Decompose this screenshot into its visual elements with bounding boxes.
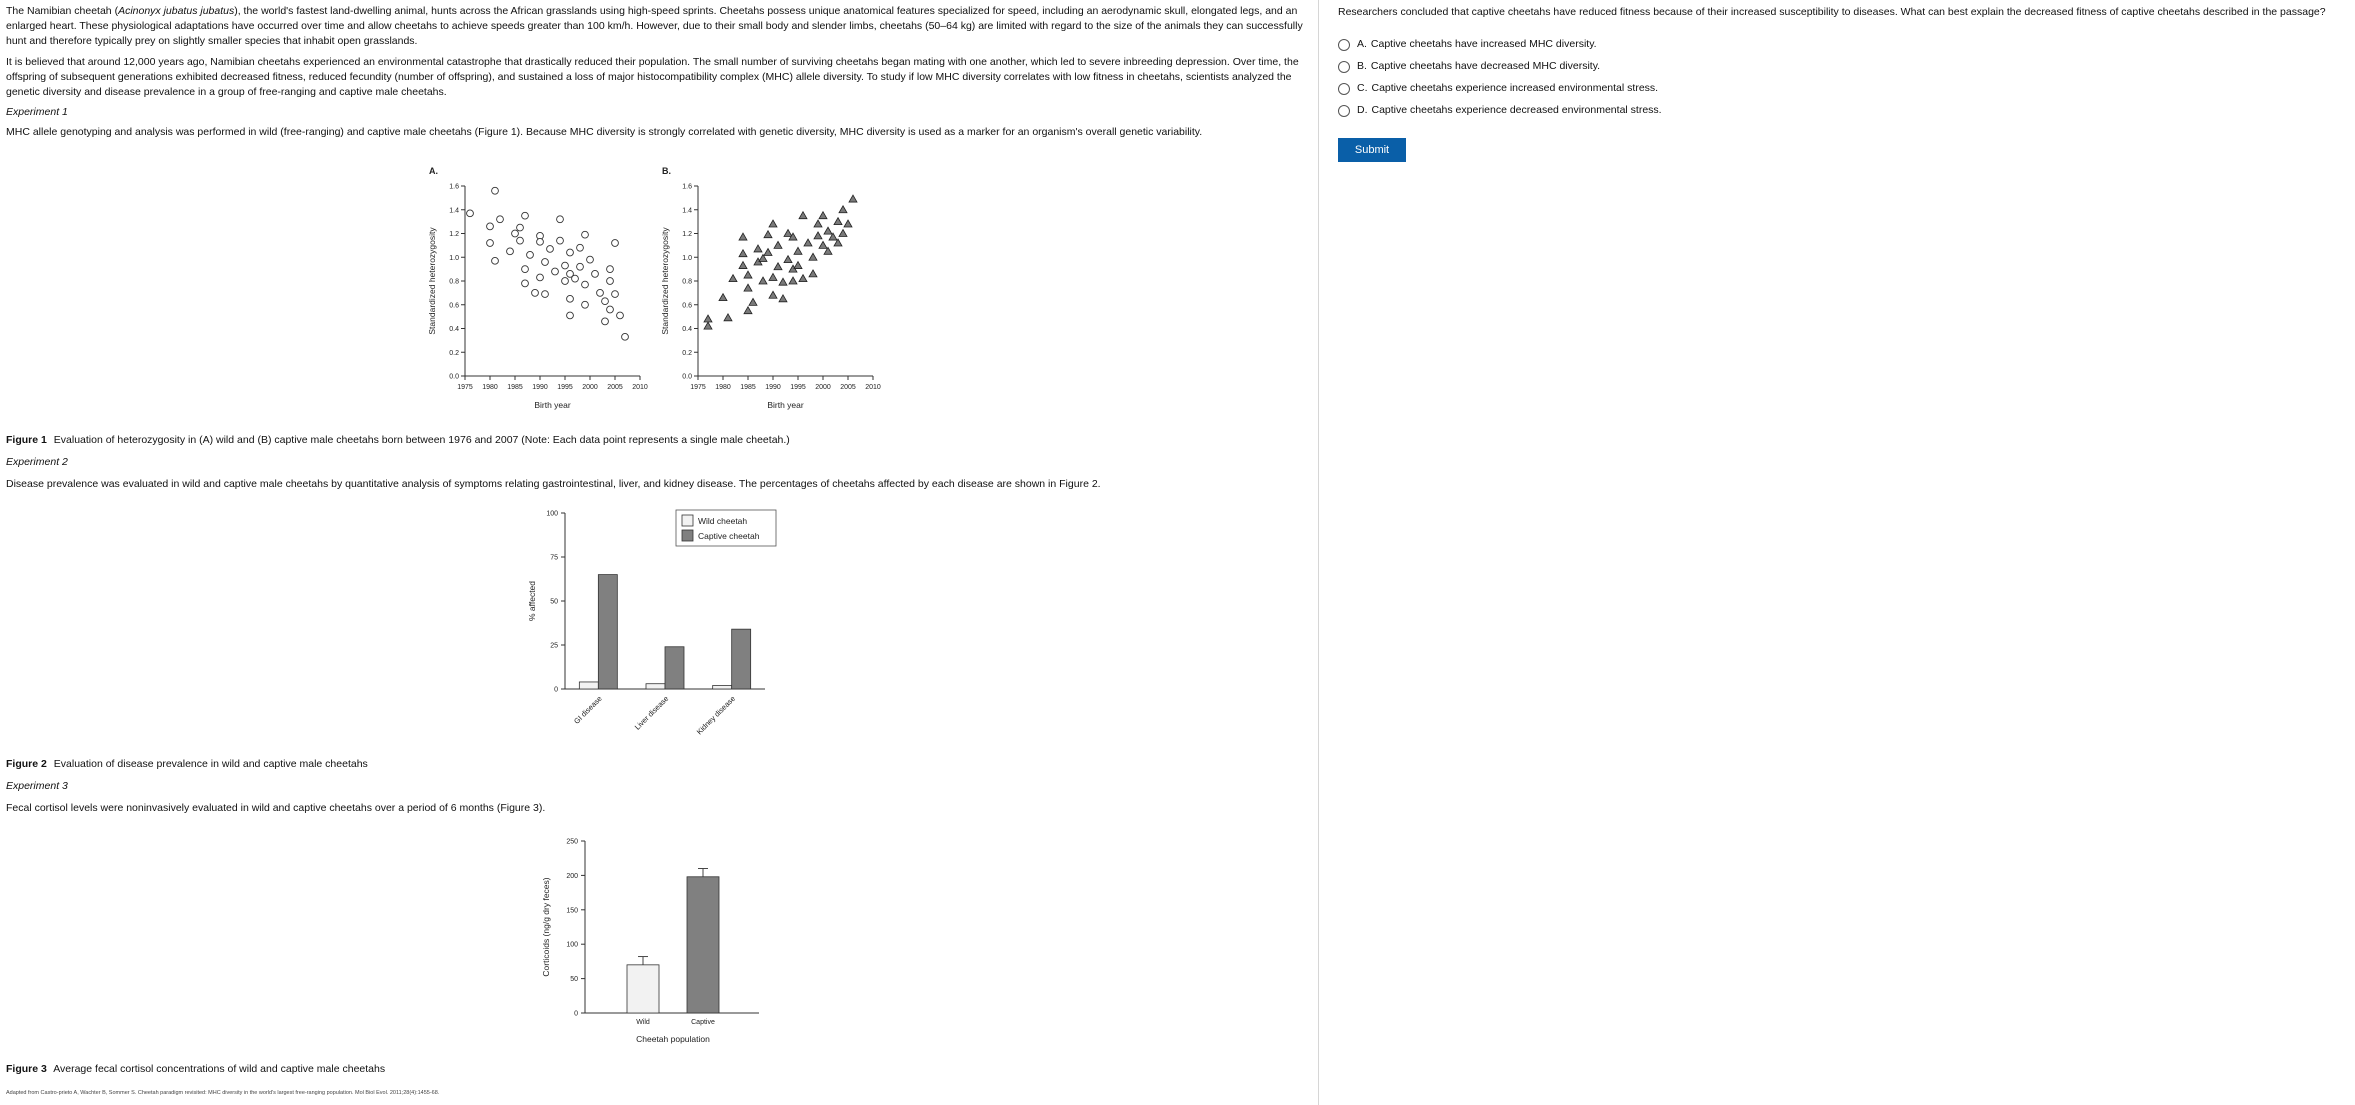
data-point [794, 247, 802, 254]
y-axis-label: Standardized heterozygosity [427, 227, 437, 335]
data-point [839, 206, 847, 213]
data-point [704, 315, 712, 322]
x-tick-label: 1985 [740, 384, 756, 391]
y-tick-label: 200 [566, 872, 578, 880]
data-point [784, 230, 792, 237]
bar-captive [598, 575, 617, 689]
data-point [602, 318, 609, 325]
figure-3 [535, 833, 775, 1060]
x-tick-label: 1985 [507, 384, 523, 391]
data-point [759, 277, 767, 284]
option-a-text: Captive cheetahs have increased MHC diversity. [1370, 38, 1597, 51]
data-point [487, 240, 494, 247]
question-panel [1319, 0, 2355, 1105]
data-point [557, 237, 564, 244]
data-point [537, 274, 544, 281]
data-point [582, 231, 589, 238]
data-point [517, 237, 524, 244]
data-point [764, 231, 772, 238]
data-point [719, 294, 727, 301]
data-point [799, 212, 807, 219]
data-point [789, 277, 797, 284]
y-tick-label: 75 [550, 554, 558, 562]
y-tick-label: 50 [550, 598, 558, 606]
data-point [804, 239, 812, 246]
figure-2 [520, 505, 800, 760]
figure-1-chart [420, 161, 900, 421]
option-b[interactable] [1338, 56, 2355, 78]
option-a-letter: A. [1357, 38, 1367, 51]
data-point [774, 241, 782, 248]
data-point [522, 280, 529, 287]
option-d[interactable] [1338, 100, 2355, 122]
data-point [597, 289, 604, 296]
data-point [824, 227, 832, 234]
figure-3-caption: Figure 3 Average fecal cortisol concentrations of wild and captive male cheetahs [6, 1063, 386, 1075]
experiment-2-title: Experiment 2 [6, 456, 68, 468]
y-tick-label: 0.2 [449, 349, 459, 357]
data-point [704, 322, 712, 329]
data-point [612, 291, 619, 298]
figure-2-chart [520, 505, 800, 755]
option-a[interactable] [1338, 34, 2355, 56]
x-tick-label: 1980 [715, 384, 731, 391]
option-c[interactable] [1338, 78, 2355, 100]
option-d-letter: D. [1357, 104, 1368, 117]
data-point [844, 220, 852, 227]
y-axis-label: Standardized heterozygosity [660, 227, 670, 335]
y-tick-label: 250 [566, 838, 578, 846]
data-point [497, 216, 504, 223]
y-tick-label: 25 [550, 642, 558, 650]
y-tick-label: 0.6 [449, 302, 459, 310]
data-point [784, 256, 792, 263]
data-point [744, 307, 752, 314]
x-tick-label: 1975 [457, 384, 473, 391]
x-tick-label: Liver disease [632, 694, 671, 732]
bar-captive [687, 877, 719, 1013]
data-point [557, 216, 564, 223]
option-c-radio[interactable] [1338, 83, 1350, 95]
data-point [839, 230, 847, 237]
y-tick-label: 150 [566, 907, 578, 915]
x-tick-label: 2005 [607, 384, 623, 391]
x-tick-label: Kidney disease [694, 694, 738, 737]
data-point [794, 262, 802, 269]
y-tick-label: 0 [554, 686, 558, 694]
data-point [492, 187, 499, 194]
data-point [512, 230, 519, 237]
data-point [562, 262, 569, 269]
x-tick-label: Captive [691, 1019, 715, 1026]
data-point [587, 256, 594, 263]
data-point [527, 251, 534, 258]
x-tick-label: 2000 [815, 384, 831, 391]
data-point [769, 273, 777, 280]
data-point [622, 333, 629, 340]
data-point [572, 275, 579, 282]
citation: Adapted from Castro-prieto A, Wachter B, Sommer S. Cheetah paradigm revisited: MHC diversity in the world's largest free-ranging population. Mol Biol Evol. 2011;28(4):1455-68. [6, 1090, 440, 1096]
data-point [779, 295, 787, 302]
y-tick-label: 0.8 [682, 278, 692, 286]
answer-options [1338, 34, 2355, 122]
x-tick-label: GI disease [572, 694, 604, 726]
x-tick-label: 1995 [557, 384, 573, 391]
scatter-panel-fig1A [427, 166, 648, 410]
data-point [809, 253, 817, 260]
x-tick-label: 1975 [690, 384, 706, 391]
x-tick-label: 1990 [532, 384, 548, 391]
experiment-1-text: MHC allele genotyping and analysis was performed in wild (free-ranging) and captive male cheetahs (Figure 1). Because MHC diversity is strongly correlated with genetic diversity, MHC diversity is used as a marker for an organism's overall genetic variability. [6, 126, 1203, 139]
y-tick-label: 100 [546, 510, 558, 518]
data-point [607, 278, 614, 285]
data-point [577, 263, 584, 270]
y-tick-label: 0.0 [682, 373, 692, 381]
data-point [532, 289, 539, 296]
y-tick-label: 0.6 [682, 302, 692, 310]
y-axis-label: Corticoids (ng/g dry feces) [541, 877, 551, 977]
data-point [467, 210, 474, 217]
experiment-1-title: Experiment 1 [6, 106, 68, 119]
data-point [799, 275, 807, 282]
intro-paragraph-2: It is believed that around 12,000 years ago, Namibian cheetahs experienced an environmental catastrophe that drastically reduced their population. The small number of surviving cheetahs began mating with one another, which led to severe inbreeding depression. Over time, the offspring of subsequent generations exhibited decreased fitness, reduced fecundity (number of offspring), and sustained a loss of major histocompatibility complex (MHC) allele diversity. To study if low MHC diversity correlates with low fitness in cheetahs, scientists analyzed the genetic diversity and disease prevalence in a group of free-ranging and captive male cheetahs. [6, 55, 1299, 98]
data-point [507, 248, 514, 255]
x-tick-label: 2010 [865, 384, 881, 391]
species-name: Acinonyx jubatus jubatus [118, 5, 235, 17]
data-point [567, 312, 574, 319]
x-tick-label: 1990 [765, 384, 781, 391]
data-point [607, 266, 614, 273]
data-point [724, 314, 732, 321]
data-point [769, 291, 777, 298]
y-axis-label: % affected [527, 580, 537, 622]
y-tick-label: 0.4 [682, 326, 692, 333]
x-tick-label: Wild [636, 1019, 650, 1026]
x-tick-label: 2010 [632, 384, 648, 391]
y-tick-label: 100 [566, 941, 578, 949]
y-tick-label: 0.0 [449, 373, 459, 381]
submit-button[interactable]: Submit [1338, 138, 1406, 162]
x-tick-label: 2005 [840, 384, 856, 391]
panel-label: A. [429, 166, 438, 176]
y-tick-label: 0.2 [682, 349, 692, 357]
legend-swatch [682, 515, 693, 526]
experiment-3-title: Experiment 3 [6, 780, 68, 792]
y-tick-label: 0.8 [449, 278, 459, 286]
data-point [819, 212, 827, 219]
y-tick-label: 1.2 [449, 231, 459, 238]
y-tick-label: 1.0 [682, 254, 692, 262]
data-point [577, 244, 584, 251]
figure-3-chart [535, 833, 775, 1055]
option-b-letter: B. [1357, 60, 1367, 73]
scatter-panel-fig1B [660, 166, 881, 410]
data-point [814, 220, 822, 227]
data-point [547, 246, 554, 253]
data-point [814, 232, 822, 239]
y-tick-label: 0 [574, 1010, 578, 1018]
bar-captive [665, 647, 684, 689]
data-point [744, 284, 752, 291]
option-d-text: Captive cheetahs experience decreased environmental stress. [1371, 104, 1662, 117]
data-point [592, 270, 599, 277]
x-axis-label: Cheetah population [636, 1034, 710, 1044]
data-point [542, 259, 549, 266]
data-point [819, 241, 827, 248]
bar-wild [579, 682, 598, 689]
y-tick-label: 1.4 [682, 207, 692, 215]
option-b-text: Captive cheetahs have decreased MHC diversity. [1370, 60, 1601, 73]
y-tick-label: 1.2 [682, 231, 692, 238]
data-point [744, 271, 752, 278]
y-tick-label: 1.6 [449, 183, 459, 191]
data-point [764, 249, 772, 256]
experiment-2-text: Disease prevalence was evaluated in wild and captive male cheetahs by quantitative analysis of symptoms relating gastrointestinal, liver, and kidney disease. The percentages of cheetahs affected by each disease are shown in Figure 2. [6, 478, 1101, 490]
data-point [542, 291, 549, 298]
x-tick-label: 1980 [482, 384, 498, 391]
data-point [567, 249, 574, 256]
data-point [834, 218, 842, 225]
data-point [729, 275, 737, 282]
data-point [739, 262, 747, 269]
option-c-text: Captive cheetahs experience increased environmental stress. [1371, 82, 1659, 95]
figure-1-caption: Figure 1 Evaluation of heterozygosity in (A) wild and (B) captive male cheetahs born between 1976 and 2007 (Note: Each data point represents a single male cheetah.) [6, 434, 790, 446]
data-point [749, 298, 757, 305]
data-point [487, 223, 494, 230]
panel-label: B. [662, 166, 671, 176]
figure-2-caption: Figure 2 Evaluation of disease prevalence in wild and captive male cheetahs [6, 758, 368, 770]
data-point [849, 195, 857, 202]
experiment-3-text: Fecal cortisol levels were noninvasively evaluated in wild and captive cheetahs over a period of 6 months (Figure 3). [6, 802, 546, 814]
y-tick-label: 1.4 [449, 207, 459, 215]
option-b-radio[interactable] [1338, 61, 1350, 73]
option-c-letter: C. [1357, 82, 1368, 95]
data-point [739, 250, 747, 257]
legend-swatch [682, 530, 693, 541]
y-tick-label: 1.0 [449, 254, 459, 262]
y-tick-label: 0.4 [449, 326, 459, 333]
x-axis-label: Birth year [534, 400, 571, 410]
data-point [562, 278, 569, 285]
x-axis-label: Birth year [767, 400, 804, 410]
bar-captive [732, 629, 751, 689]
data-point [617, 312, 624, 319]
data-point [522, 212, 529, 219]
bar-wild [627, 965, 659, 1013]
x-tick-label: 2000 [582, 384, 598, 391]
data-point [567, 295, 574, 302]
x-tick-label: 1995 [790, 384, 806, 391]
data-point [537, 238, 544, 245]
data-point [517, 224, 524, 231]
y-tick-label: 1.6 [682, 183, 692, 191]
data-point [779, 278, 787, 285]
data-point [739, 233, 747, 240]
data-point [602, 298, 609, 305]
data-point [774, 263, 782, 270]
legend-label: Wild cheetah [698, 516, 748, 526]
data-point [769, 220, 777, 227]
option-a-radio[interactable] [1338, 39, 1350, 51]
data-point [552, 268, 559, 275]
intro-paragraph-1: The Namibian cheetah (Acinonyx jubatus jubatus), the world's fastest land-dwelling animal, hunts across the African grasslands using high-speed sprints. Cheetahs possess unique anatomical features specialized for speed, including an aerodynamic skull, elongated legs, and an enlarged heart. These physiological adaptations have occurred over time and allow cheetahs to achieve speeds greater than 100 km/h. However, due to their small body and slender limbs, cheetahs (50–64 kg) are limited with regard to the size of the animals they can successfully hunt and therefore typically prey on slightly smaller species that inhabit open grasslands. [6, 5, 1303, 47]
data-point [582, 281, 589, 288]
data-point [492, 257, 499, 264]
bar-wild [646, 684, 665, 689]
figure-1 [420, 161, 900, 426]
data-point [612, 240, 619, 247]
data-point [607, 306, 614, 313]
data-point [522, 266, 529, 273]
option-d-radio[interactable] [1338, 105, 1350, 117]
question-stem: Researchers concluded that captive cheetahs have reduced fitness because of their increased susceptibility to diseases. What can best explain the decreased fitness of captive cheetahs described in the passage? [1338, 6, 2326, 18]
bar-wild [713, 685, 732, 689]
data-point [809, 270, 817, 277]
y-tick-label: 50 [570, 976, 578, 984]
legend-label: Captive cheetah [698, 531, 760, 541]
data-point [582, 301, 589, 308]
data-point [754, 245, 762, 252]
